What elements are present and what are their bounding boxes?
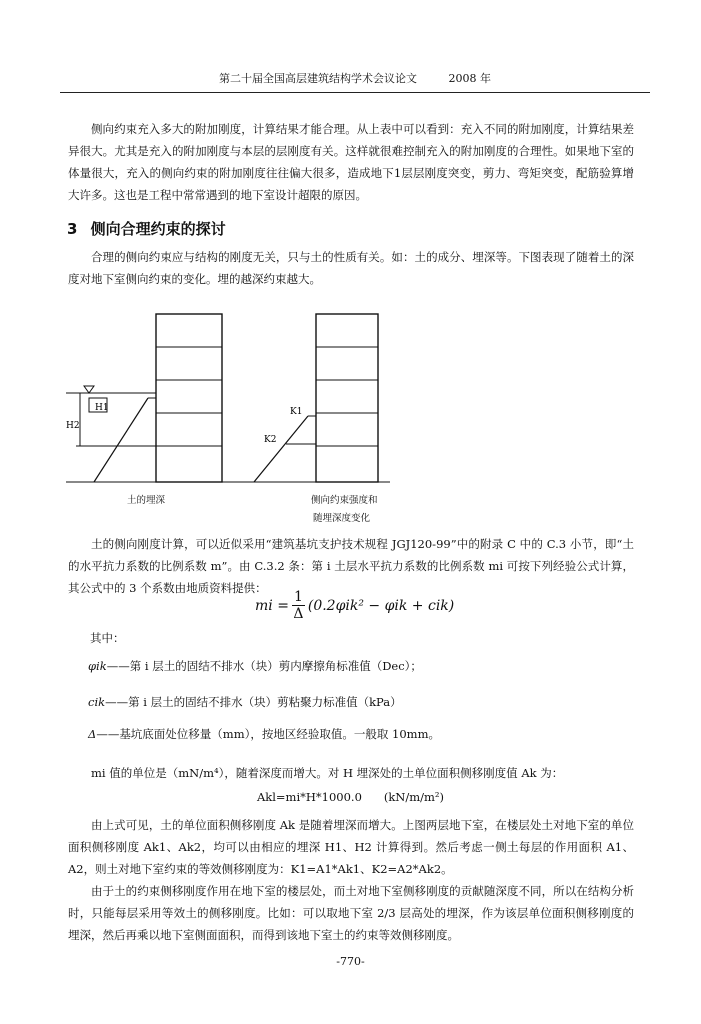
definition-text: ——第 i 层土的固结不排水（块）剪内摩擦角标准值（Dec）； <box>106 659 422 673</box>
paragraph-2: 合理的侧向约束应与结构的刚度无关，只与土的性质有关。如：土的成分、埋深等。下图表现了随着土的深度对地下室侧向约束的变化。埋的越深约束越大。 <box>68 250 634 286</box>
definition-text: ——基坑底面处位移量（mm），按地区经验取值。一般取 10mm。 <box>96 727 440 741</box>
header-title: 第二十届全国高层建筑结构学术会议论文 <box>219 72 417 85</box>
paragraph-4: mi 值的单位是（mN/m⁴），随着深度而增大。对 H 埋深处的土单位面积侧移刚度值 Ak 为： <box>91 766 564 780</box>
formula-ak: Akl=mi*H*1000.0 (kN/m/m²) <box>256 790 445 804</box>
formula-fraction <box>292 590 305 622</box>
definition-text: ——第 i 层土的固结不排水（块）剪粘聚力标准值（kPa） <box>105 695 402 709</box>
definition-symbol: cik <box>88 695 106 709</box>
running-header <box>60 70 650 93</box>
label-k1: K1 <box>290 407 303 417</box>
formula-mi <box>255 590 454 622</box>
definition-c <box>88 692 402 712</box>
soil-constraint-figure <box>60 300 410 500</box>
formula-numerator: 1 <box>293 589 303 605</box>
section-heading <box>67 218 226 239</box>
page-number: -770- <box>336 955 365 968</box>
where-label: 其中： <box>90 631 125 645</box>
formula-rhs: (0.2φik² − φik + cik) <box>307 598 455 614</box>
paragraph-1: 侧向约束充入多大的附加刚度，计算结果才能合理。从上表中可以看到：充入不同的附加刚度，计算结果差异很大。尤其是充入的附加刚度与本层的层刚度有关。这样就很难控制充入的附加刚度的合理性。如果地下室的体量很大，充入的侧向约束的附加刚度往往偏大很多，造成地下1层层刚度突变，剪力、弯矩突变，配筋验算增大许多。这也是工程中常常遇到的地下室设计超限的原因。 <box>68 122 634 202</box>
paragraph-5: 由上式可见，土的单位面积侧移刚度 Ak 是随着埋深而增大。上图两层地下室，在楼层处土对地下室的单位面积侧移刚度 Ak1、Ak2，均可以由相应的埋深 H1、H2 计算得到。然后考虑一侧土每层的作用面积 A1、A2，则土对地下室约束的等效侧移刚度为：K1=A1*Ak1、K2=A2*Ak2。 <box>68 818 634 876</box>
definition-phi <box>88 656 422 676</box>
definition-symbol: Δ <box>88 727 97 741</box>
label-h1: H1 <box>95 403 109 413</box>
formula-denominator: Δ <box>293 606 304 622</box>
header-year: 2008 年 <box>448 72 491 85</box>
definition-delta <box>88 724 440 744</box>
paragraph-3: 土的侧向刚度计算，可以近似采用“建筑基坑支护技术规程 JGJ120-99”中的附录 C 中的 C.3 小节，即“土的水平抗力系数的比例系数 m”。由 C.3.2 条：第 i 土层水平抗力系数的比例系数 mi 可按下列经验公式计算，其公式中的 3 个系数由地质资料提供： <box>68 537 634 595</box>
label-k2: K2 <box>264 435 277 445</box>
definition-symbol: φik <box>88 659 107 673</box>
section-title: 侧向合理约束的探讨 <box>90 220 226 238</box>
caption-right-line2: 随埋深度变化 <box>313 513 371 524</box>
caption-left: 土的埋深 <box>127 495 166 506</box>
label-h2: H2 <box>66 421 80 431</box>
paragraph-6: 由于土的约束侧移刚度作用在地下室的楼层处，而土对地下室侧移刚度的贡献随深度不同，所以在结构分析时，只能每层采用等效土的侧移刚度。比如：可以取地下室 2/3 层高处的埋深，作为该层单位面积侧移刚度的埋深，然后再乘以地下室侧面面积，而得到该地下室土的约束等效侧移刚度。 <box>68 884 634 942</box>
formula-lhs: mi = <box>255 598 289 614</box>
caption-right-line1: 侧向约束强度和 <box>311 495 378 506</box>
section-number: 3 <box>67 220 78 238</box>
